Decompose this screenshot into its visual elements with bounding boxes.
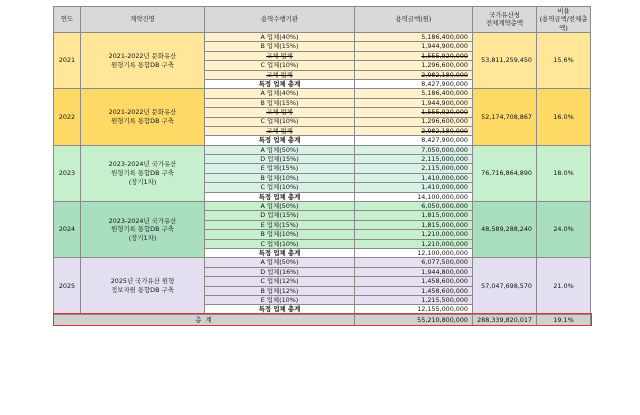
vendor-cell: C 업체(10%) — [205, 117, 355, 126]
national-total-cell: 48,589,288,240 — [473, 202, 537, 258]
vendor-cell: C 업체(12%) — [205, 277, 355, 286]
table-row — [54, 89, 591, 98]
amount-cell: 1,410,000,000 — [355, 173, 473, 182]
subtotal-label: 특정 업체 총계 — [205, 136, 355, 145]
header-vendor: 용역수행기관 — [205, 7, 355, 33]
subtotal-label: 특정 업체 총계 — [205, 192, 355, 201]
vendor-cell: A 업체(50%) — [205, 258, 355, 267]
subtotal-amount: 12,155,000,000 — [355, 305, 473, 314]
grand-total-label: 총 계 — [54, 314, 355, 325]
vendor-cell: C 업체(10%) — [205, 239, 355, 248]
amount-cell: 1,215,500,000 — [355, 295, 473, 304]
project-cell: 2023-2024년 국가유산 원형기록 통합DB 구축 (장기1차) — [81, 145, 205, 201]
amount-cell: 2,115,000,000 — [355, 155, 473, 164]
table-row — [54, 32, 591, 41]
subtotal-amount: 12,100,000,000 — [355, 248, 473, 257]
project-cell: 2021-2022년 문화유산 원형기록 통합DB 구축 — [81, 89, 205, 145]
amount-cell: 1,458,600,000 — [355, 277, 473, 286]
year-cell: 2022 — [54, 89, 81, 145]
table-row — [54, 202, 591, 211]
header-ratio: 비율 (용역금액/전체총액) — [537, 7, 591, 33]
amount-cell: 7,050,000,000 — [355, 145, 473, 154]
vendor-cell: C 업체(10%) — [205, 61, 355, 70]
vendor-cell: A 업체(50%) — [205, 145, 355, 154]
amount-cell: 2,982,180,000 — [355, 70, 473, 79]
amount-cell: 1,458,600,000 — [355, 286, 473, 295]
amount-cell: 5,186,400,000 — [355, 89, 473, 98]
amount-cell: 1,555,920,000 — [355, 51, 473, 60]
vendor-cell: A 업체(40%) — [205, 32, 355, 41]
year-cell: 2025 — [54, 258, 81, 314]
amount-cell: 6,050,000,000 — [355, 202, 473, 211]
subtotal-amount: 14,100,000,000 — [355, 192, 473, 201]
header-project: 계약건명 — [81, 7, 205, 33]
amount-cell: 1,944,800,000 — [355, 267, 473, 276]
amount-cell: 1,296,600,000 — [355, 61, 473, 70]
vendor-cell: D 업체(16%) — [205, 267, 355, 276]
vendor-cell: A 업체(50%) — [205, 202, 355, 211]
amount-cell: 1,296,600,000 — [355, 117, 473, 126]
subtotal-amount: 8,427,900,000 — [355, 136, 473, 145]
vendor-cell: B 업체(10%) — [205, 230, 355, 239]
header-row — [54, 7, 591, 33]
grand-total-national: 288,339,820,017 — [473, 314, 537, 325]
table-body — [54, 32, 591, 325]
amount-cell: 6,077,500,000 — [355, 258, 473, 267]
vendor-cell: E 업체(15%) — [205, 220, 355, 229]
vendor-cell: B 업체(10%) — [205, 173, 355, 182]
national-total-cell: 53,811,259,450 — [473, 32, 537, 88]
grand-total-amount: 55,210,800,000 — [355, 314, 473, 325]
vendor-cell: B 업체(15%) — [205, 42, 355, 51]
table-row — [54, 145, 591, 154]
amount-cell: 1,210,000,000 — [355, 239, 473, 248]
grand-total-row — [54, 314, 591, 325]
contract-table-container — [53, 6, 590, 326]
amount-cell: 1,815,000,000 — [355, 211, 473, 220]
amount-cell: 1,944,900,000 — [355, 98, 473, 107]
subtotal-amount: 8,427,900,000 — [355, 79, 473, 88]
subtotal-label: 특정 업체 총계 — [205, 79, 355, 88]
table-row — [54, 258, 591, 267]
vendor-cell: E 업체(15%) — [205, 164, 355, 173]
vendor-cell: B 업체(12%) — [205, 286, 355, 295]
vendor-cell: 교체 업체 — [205, 108, 355, 117]
vendor-cell: D 업체(15%) — [205, 155, 355, 164]
vendor-cell: C 업체(10%) — [205, 183, 355, 192]
contract-table — [53, 6, 591, 326]
subtotal-label: 특정 업체 총계 — [205, 305, 355, 314]
year-cell: 2023 — [54, 145, 81, 201]
vendor-cell: E 업체(10%) — [205, 295, 355, 304]
vendor-cell: 교체 업체 — [205, 51, 355, 60]
year-cell: 2021 — [54, 32, 81, 88]
project-cell: 2021-2022년 문화유산 원형기록 통합DB 구축 — [81, 32, 205, 88]
header-amount: 용역금액(원) — [355, 7, 473, 33]
amount-cell: 1,410,000,000 — [355, 183, 473, 192]
amount-cell: 1,944,900,000 — [355, 42, 473, 51]
national-total-cell: 52,174,708,867 — [473, 89, 537, 145]
grand-total-ratio: 19.1% — [537, 314, 591, 325]
amount-cell: 1,815,000,000 — [355, 220, 473, 229]
year-cell: 2024 — [54, 202, 81, 258]
national-total-cell: 76,716,864,890 — [473, 145, 537, 201]
header-year: 연도 — [54, 7, 81, 33]
project-cell: 2025년 국가유산 원형 정보자원 통합DB 구축 — [81, 258, 205, 314]
ratio-cell: 21.0% — [537, 258, 591, 314]
ratio-cell: 16.0% — [537, 89, 591, 145]
amount-cell: 1,210,000,000 — [355, 230, 473, 239]
national-total-cell: 57,047,698,570 — [473, 258, 537, 314]
amount-cell: 2,115,000,000 — [355, 164, 473, 173]
amount-cell: 1,555,920,000 — [355, 108, 473, 117]
vendor-cell: D 업체(15%) — [205, 211, 355, 220]
amount-cell: 5,186,400,000 — [355, 32, 473, 41]
vendor-cell: 교체 업체 — [205, 70, 355, 79]
amount-cell: 2,982,180,000 — [355, 126, 473, 135]
ratio-cell: 24.0% — [537, 202, 591, 258]
vendor-cell: B 업체(15%) — [205, 98, 355, 107]
ratio-cell: 15.6% — [537, 32, 591, 88]
subtotal-label: 특정 업체 총계 — [205, 248, 355, 257]
vendor-cell: A 업체(40%) — [205, 89, 355, 98]
header-national-total: 국가유산청 전체계약총액 — [473, 7, 537, 33]
project-cell: 2023-2024년 국가유산 원형기록 통합DB 구축 (장기1차) — [81, 202, 205, 258]
vendor-cell: 교체 업체 — [205, 126, 355, 135]
ratio-cell: 18.0% — [537, 145, 591, 201]
